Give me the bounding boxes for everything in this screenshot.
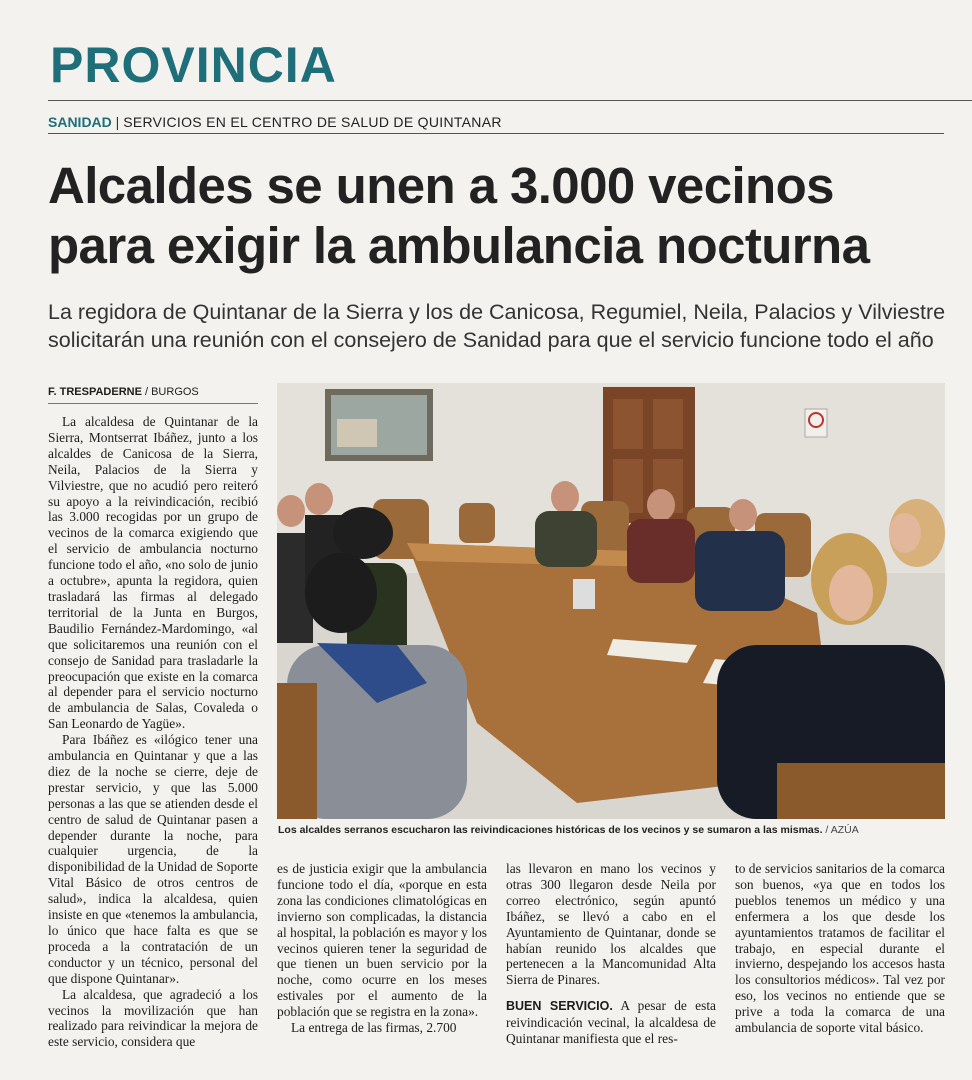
meeting-photo <box>277 383 945 819</box>
byline-separator: / <box>141 386 152 398</box>
subheadline: La regidora de Quintanar de la Sierra y los de Canicosa, Regumiel, Neila, Palacios y Vilviestre solicitarán una reunión con el consejero de Sanidad para que el servicio funcione todo el año <box>48 300 946 352</box>
paragraph: es de justicia exigir que la ambulancia funcione todo el día, «porque en esta zona las condiciones climatológicas en invierno son complicadas, la distancia al hospital, la población es mayor y los vecinos quieren tener la seguridad de que tienen un buen servicio por la noche, como ocurre en los meses estivales por el aumento de la población que se registra en la zona». <box>277 861 487 1020</box>
paragraph: La alcaldesa de Quintanar de la Sierra, Montserrat Ibáñez, junto a los alcaldes de Canicosa de la Sierra, Neila, Palacios de la Sierra y Vilviestre, que no acudió pero reiteró su apoyo a la reivindicación, recibió las 3.000 recogidas por un grupo de vecinos de la comarca exigiendo que el servicio de ambulancia nocturno funcione todo el año, «no solo de junio a octubre», apunta la regidora, quien trasladará las firmas al delegado territorial de la Junta en Burgos, Baudilio Fernández-Mardomingo, «al que solicitaremos una reunión con el consejo de Sanidad para trasladarle la preocupación que existe en la comarca al depender para el servicio nocturno de ambulancia de Salas, Covaleda o San Leonardo de Yagüe». <box>48 414 258 732</box>
caption-text: Los alcaldes serranos escucharon las reivindicaciones históricas de los vecinos y se sumaron a las mismas. <box>278 824 823 836</box>
byline <box>48 386 199 398</box>
kicker-subtitle: SERVICIOS EN EL CENTRO DE SALUD DE QUINTANAR <box>123 114 502 130</box>
kicker-tag: SANIDAD <box>48 114 112 130</box>
paragraph <box>506 998 716 1047</box>
article-column-2 <box>277 861 487 1036</box>
paragraph: las llevaron en mano los vecinos y otras 300 llegaron desde Neila por correo electrónico, según apuntó Ibáñez, se llevó a cabo en el Ayuntamiento de Quintanar, donde se habían reunido los alcaldes que pertenecen a la Mancomunidad Alta Sierra de Pinares. <box>506 861 716 988</box>
section-lead: BUEN SERVICIO. <box>506 999 613 1014</box>
paragraph: La alcaldesa, que agradeció a los vecinos la movilización que han realizado para reivindicar la mejora de este servicio, considera que <box>48 986 258 1050</box>
kicker <box>48 113 502 131</box>
paragraph: to de servicios sanitarios de la comarca son buenos, «ya que en todos los pueblos tenemos un médico y una enfermera a los que desde los ayuntamientos tratamos de facilitar el trabajo, en especial durante el invierno, despejando los accesos hasta los consultorios médicos». Tal vez por eso, los vecinos no entiende que se prive a toda la comarca de una ambulancia de soporte vital básico. <box>735 861 945 1036</box>
headline: Alcaldes se unen a 3.000 vecinos para exigir la ambulancia nocturna <box>48 157 870 274</box>
paragraph-text: A pesar de esta reivindicación vecinal, la alcaldesa de Quintanar manifiesta que el res- <box>506 998 716 1047</box>
article-column-3 <box>506 861 716 1047</box>
byline-author: F. TRESPADERNE <box>48 386 142 398</box>
paragraph: Para Ibáñez es «ilógico tener una ambulancia en Quintanar y que a las diez de la noche se cierre, deje de prestar servicio, y que las 5.000 personas a las que se atienden desde el centro de salud de Quintanar pasen a depender durante la noche, para cualquier urgencia, de la disponibilidad de la Unidad de Soporte Vital Básico de otros centros de salud», indica la alcaldesa, quien insiste en que «tenemos la ambulancia, lo único que hace falta es que se proceda a la contratación de un conductor y un técnico, personal del que dispone Quintanar». <box>48 732 258 986</box>
byline-location: BURGOS <box>151 386 199 398</box>
photo-caption <box>278 823 946 837</box>
kicker-rule <box>48 133 944 134</box>
top-rule <box>48 100 972 101</box>
section-title: PROVINCIA <box>50 37 337 93</box>
caption-credit: / AZÚA <box>822 824 859 836</box>
article-column-4 <box>735 861 945 1036</box>
paragraph: La entrega de las firmas, 2.700 <box>291 1020 457 1036</box>
photo <box>277 383 945 819</box>
kicker-separator: | <box>115 114 120 130</box>
byline-rule <box>48 403 258 404</box>
article-column-1 <box>48 414 258 1050</box>
